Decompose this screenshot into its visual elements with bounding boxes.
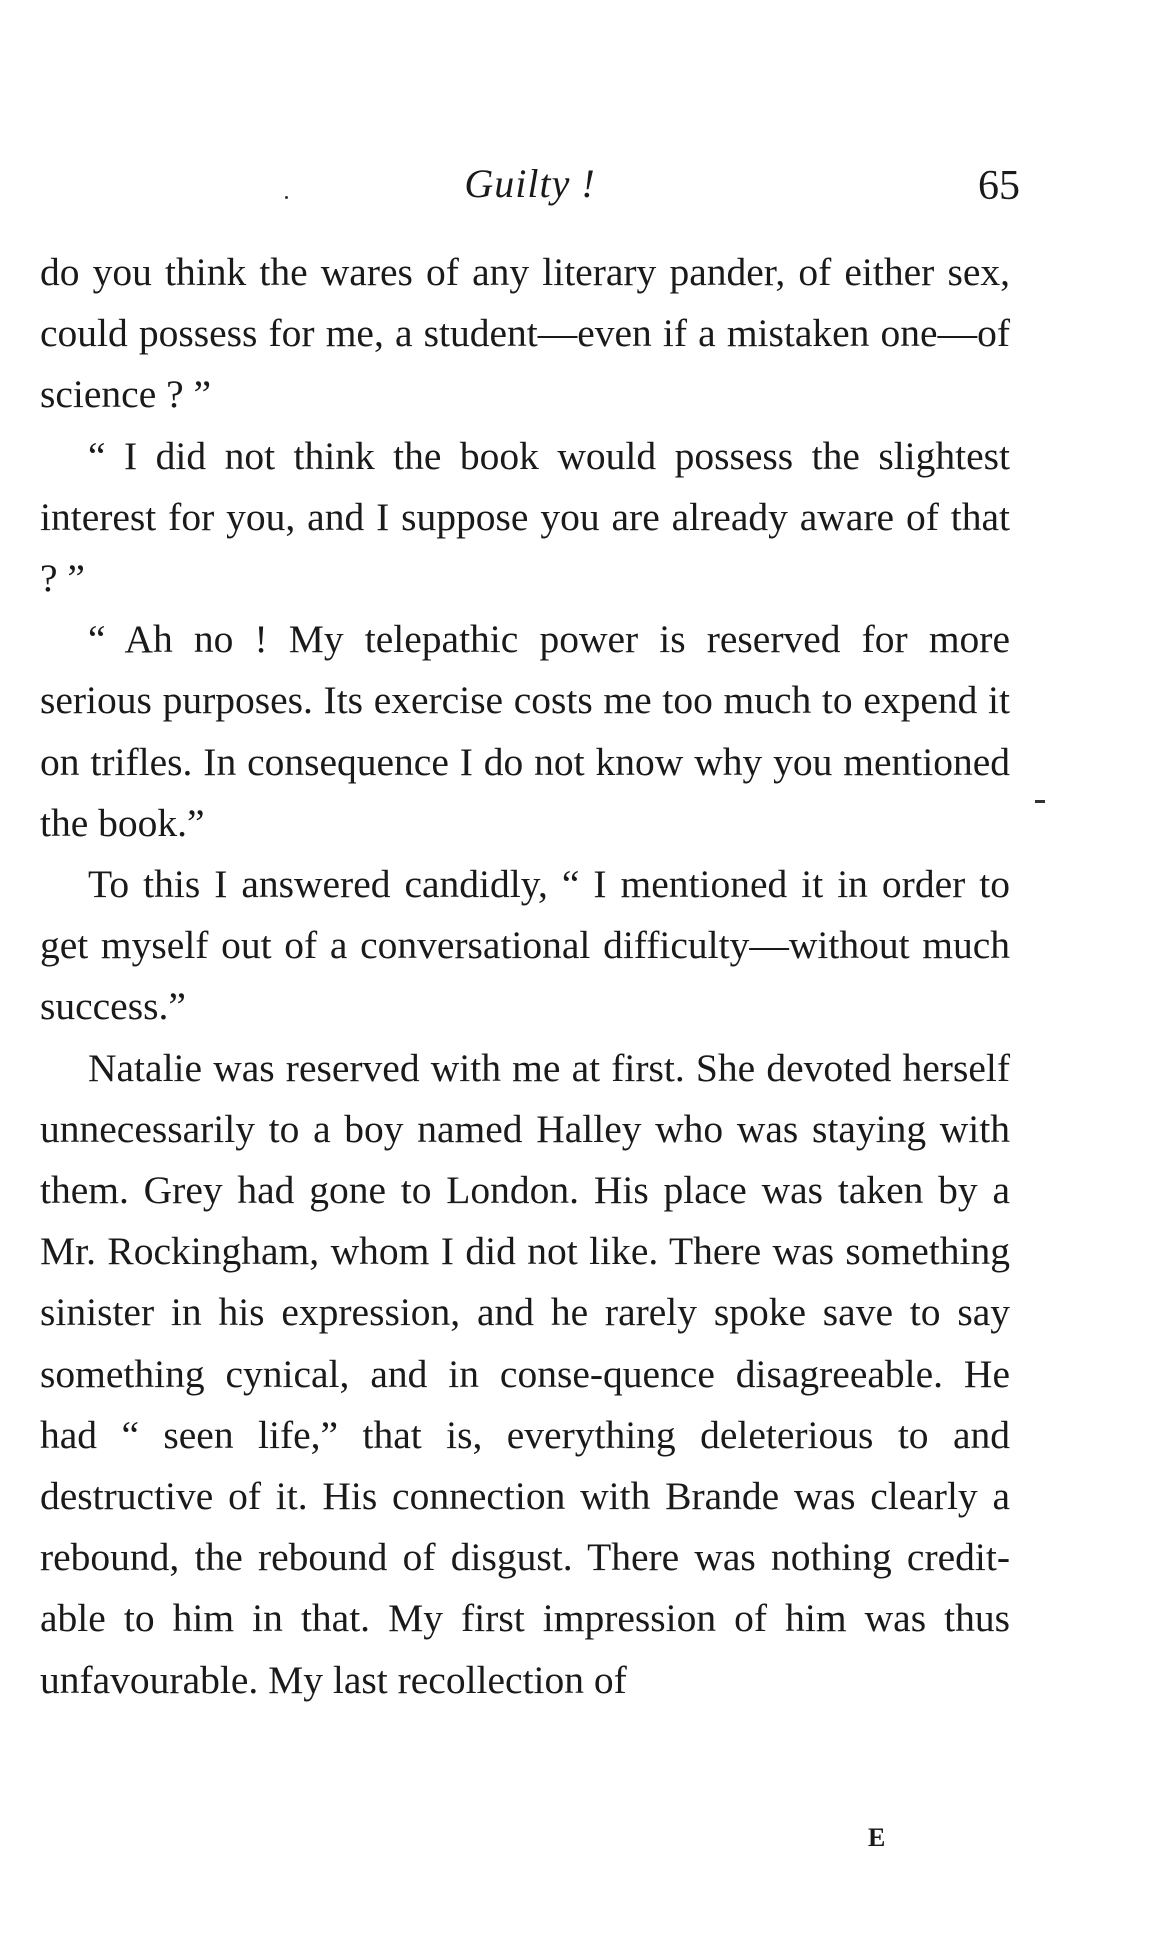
paragraph-2: “ I did not think the book would possess the slightest interest for you, and I suppose you are already aware of that ? ” — [40, 433, 1010, 601]
body-text — [40, 242, 1010, 1711]
running-head — [40, 160, 1020, 220]
page-number: 65 — [978, 163, 1020, 209]
running-title: Guilty ! — [464, 161, 596, 206]
paragraph-1: do you think the wares of any literary pander, of either sex, could possess for me, a student—even if a mistaken one—of science ? ” — [40, 250, 1010, 417]
paragraph-5: Natalie was reserved with me at first. She devoted herself unnecessarily to a boy named Halley who was staying with them. Grey had gone to London. His place was taken by a Mr. Rockingham, whom I did not like. There was something sinister in his expression, and he rarely spoke save to say something cynical, and in conse-quence disagreeable. He had “ seen life,” that is, everything deleterious to and destructive of it. His connection with Brande was clearly a rebound, the rebound of disgust. There was nothing credit-able to him in that. My first impression of him was thus unfavourable. My last recollection of — [40, 1045, 1010, 1702]
paragraph-3: “ Ah no ! My telepathic power is reserved for more serious purposes. Its exercise costs me too much to expend it on trifles. In consequence I do not know why you mentioned the book.” — [40, 617, 1010, 845]
paragraph-4: To this I answered candidly, “ I mentioned it in order to get myself out of a conversational difficulty—without much success.” — [40, 862, 1010, 1029]
margin-mark — [1035, 800, 1045, 803]
signature-mark: E — [868, 1823, 886, 1852]
